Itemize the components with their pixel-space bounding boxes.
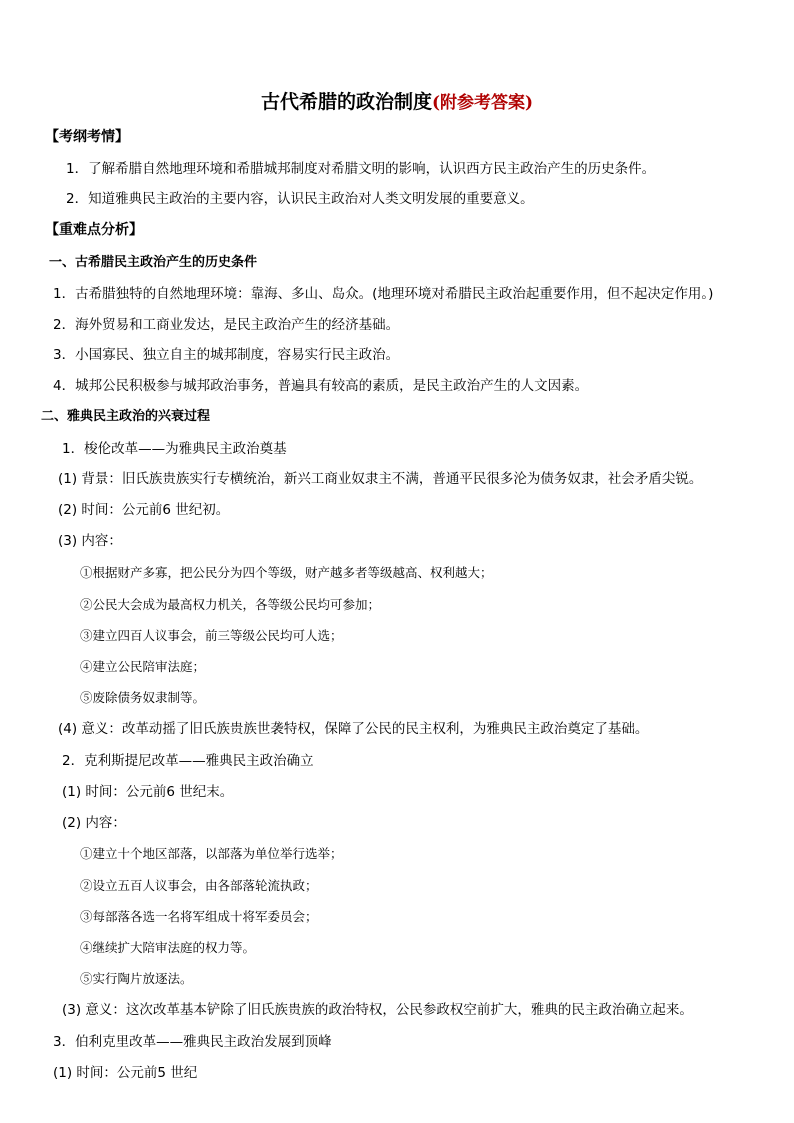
content-item: ④建立公民陪审法庭； — [80, 659, 206, 674]
outline-item: 2．知道雅典民主政治的主要内容，认识民主政治对人类文明发展的重要意义。 — [66, 191, 534, 207]
title-answer-note: (附参考答案) — [431, 93, 534, 113]
list-item: (3) 内容： — [58, 533, 122, 549]
content-item: ③每部落各选一名将军组成十将军委员会； — [80, 909, 318, 924]
reform-heading: 3．伯利克里改革——雅典民主政治发展到顶峰 — [53, 1034, 332, 1050]
content-item: ⑤实行陶片放逐法。 — [80, 971, 193, 986]
content-item: ①建立十个地区部落，以部落为单位举行选举； — [80, 846, 343, 861]
content-item: ⑤废除债务奴隶制等。 — [80, 690, 206, 705]
content-item: ②设立五百人议事会，由各部落轮流执政； — [80, 878, 318, 893]
section-heading-exam-outline: 【考纲考情】 — [45, 129, 129, 145]
list-item: (4) 意义：改革动摇了旧氏族贵族世袭特权，保障了公民的民主权利，为雅典民主政治奠定了基础。 — [58, 721, 649, 737]
title-main: 古代希腊的政治制度 — [260, 91, 432, 113]
list-item: (2) 内容： — [62, 815, 126, 831]
subsection-heading: 一、古希腊民主政治产生的历史条件 — [49, 255, 258, 270]
list-item: 2．海外贸易和工商业发达，是民主政治产生的经济基础。 — [53, 317, 400, 333]
reform-heading: 1．梭伦改革——为雅典民主政治奠基 — [62, 441, 287, 457]
list-item: 3．小国寡民、独立自主的城邦制度，容易实行民主政治。 — [53, 347, 400, 363]
reform-heading: 2．克利斯提尼改革——雅典民主政治确立 — [62, 753, 314, 769]
content-item: ②公民大会成为最高权力机关，各等级公民均可参加； — [80, 597, 381, 612]
list-item: (2) 时间：公元前6 世纪初。 — [58, 502, 230, 518]
content-item: ③建立四百人议事会，前三等级公民均可人选； — [80, 628, 343, 643]
list-item: (3) 意义：这次改革基本铲除了旧氏族贵族的政治特权，公民参政权空前扩大，雅典的民主政治确立起来。 — [62, 1002, 693, 1018]
list-item: (1) 背景：旧氏族贵族实行专横统治，新兴工商业奴隶主不满，普通平民很多沦为债务奴隶，社会矛盾尖锐。 — [58, 471, 703, 487]
document-title — [0, 90, 794, 115]
content-item: ④继续扩大陪审法庭的权力等。 — [80, 940, 256, 955]
list-item: (1) 时间：公元前6 世纪末。 — [62, 784, 234, 800]
content-item: ①根据财产多寡，把公民分为四个等级，财产越多者等级越高、权利越大； — [80, 565, 493, 580]
list-item: 1．古希腊独特的自然地理环境：靠海、多山、岛众。(地理环境对希腊民主政治起重要作用，但不起决定作用。) — [53, 286, 714, 302]
list-item: 4．城邦公民积极参与城邦政治事务，普遍具有较高的素质，是民主政治产生的人文因素。 — [53, 378, 589, 394]
subsection-heading: 二、雅典民主政治的兴衰过程 — [41, 409, 211, 424]
outline-item: 1．了解希腊自然地理环境和希腊城邦制度对希腊文明的影响，认识西方民主政治产生的历史条件。 — [66, 161, 656, 177]
list-item: (1) 时间：公元前5 世纪 — [53, 1065, 198, 1081]
section-heading-key-points: 【重难点分析】 — [45, 222, 143, 238]
